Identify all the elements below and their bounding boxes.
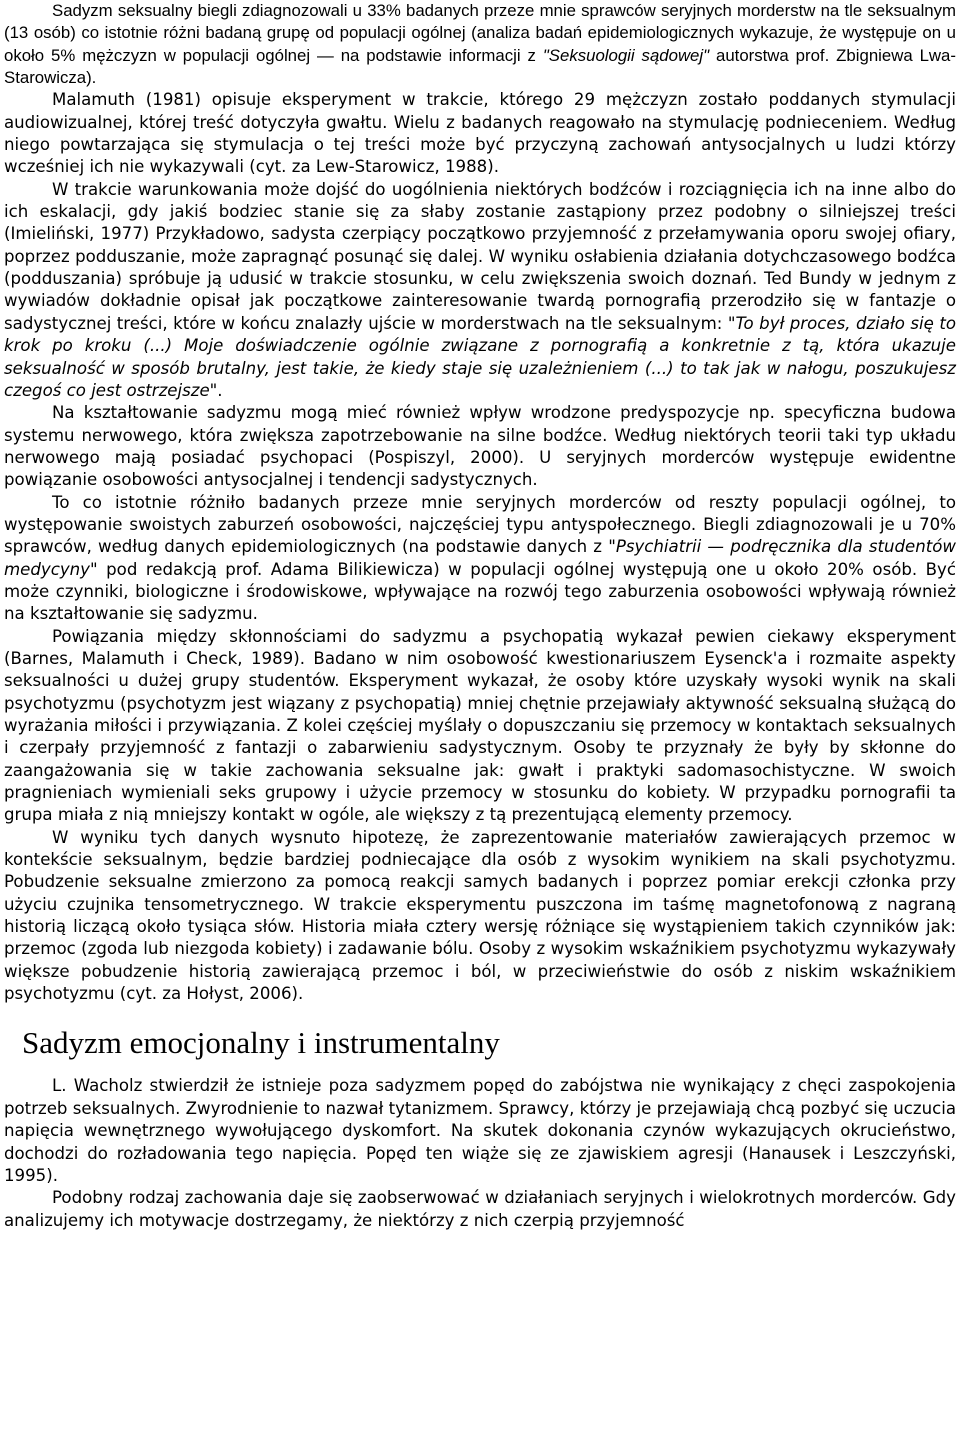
paragraph-2: Malamuth (1981) opisuje eksperyment w trakcie, którego 29 mężczyzn zostało poddanych stymulacji audiowizualnej, której treść dotyczyła gwałtu. Wielu z badanych reagowało na stymulację podnieceniem. Według niego powtarzająca się stymulacja o tej treści może być przyczyną zachowań antysocjalnych u ludzi którzy wcześniej ich nie wykazywali (cyt. za Lew-Starowicz, 1988). <box>4 90 956 177</box>
paragraph-5-text: To co istotnie różniło badanych przeze mnie seryjnych morderców od reszty populacji ogólnej, to występowanie swoistych zaburzeń osobowości, najczęściej typu antyspołecznego. Biegli zdiagnozowali je u 70% sprawców, według danych epidemiologicznych (na podstawie danych z <box>4 492 956 557</box>
paragraph-8: L. Wacholz stwierdził że istnieje poza sadyzmem popęd do zabójstwa nie wynikający z chęci zaspokojenia potrzeb seksualnych. Zwyrodnienie to nazwał tytanizmem. Sprawcy, którzy je przejawiają chcą pozbyć się uczucia napięcia wewnętrznego wywołującego dyskomfort. Na skutek dokonania czynów wykazujących okrucieństwo, dochodzi do rozładowania tego napięcia. Popęd ten wiąże się ze zjawiskiem agresji (Hanausek i Leszczyński, 1995). <box>4 1076 956 1185</box>
book-title-psychiatria: "Psychiatrii — podręcznika dla studentów medycyny" <box>4 537 956 579</box>
section-heading: Sadyzm emocjonalny i instrumentalny <box>22 1025 500 1061</box>
paragraph-3-text: W trakcie warunkowania może dojść do uogólnienia niektórych bodźców i rozciągnięcia ich na inne albo do ich eskalacji, gdy jakiś bodziec stanie się za słaby zostanie zastąpiony przez podobny o silniejszej treści (Imieliński, 1977) Przykładowo, sadysta czerpiący początkowo przyjemność z przełamywania oporu swojej ofiary, poprzez podduszanie, może zapragnąć posunąć się dalej. W wyniku osłabienia działania dotychczasowego bodźca (podduszania) spróbuje ją udusić w trakcie stosunku, w celu zwiększenia swoich doznań. Ted Bundy w jednym z wywiadów dokładnie opisał jak początkowe zainteresowanie twardą pornografią przerodziło się w fantazje o sadystycznej treści, które w końcu znalazły ujście w morderstwach na tle seksualnym: <box>4 179 956 333</box>
paragraph-9: Podobny rodzaj zachowania daje się zaobserwować w działaniach seryjnych i wielokrotnych morderców. Gdy analizujemy ich motywacje dostrzegamy, że niektórzy z nich czerpią przyjemność <box>4 1188 956 1230</box>
document-page <box>4 0 956 1232</box>
paragraph-7: W wyniku tych danych wysnuto hipotezę, że zaprezentowanie materiałów zawierających przemoc w kontekście seksualnym, będzie bardziej podniecające dla osób z wysokim wynikiem na skali psychotyzmu. Pobudzenie seksualne zmierzono za pomocą reakcji samych badanych i poprzez pomiar erekcji członka przy użyciu czujnika tensometrycznego. W trakcie eksperymentu puszczona im taśmę magnetofonową z nagraną historią liczącą około tysiąca słów. Historia miała cztery wersję różniące się wystąpieniem takich czynników jak: przemoc (zgoda lub niezgoda kobiety) i zadawanie bólu. Osoby z wysokim wskaźnikiem psychotyzmu wykazywały większe pobudzenie historią zawierającą przemoc i ból, w przeciwieństwie do osób z niskim wskaźnikiem psychotyzmu (cyt. za Hołyst, 2006). <box>4 827 956 1004</box>
paragraph-3 <box>4 179 956 402</box>
paragraph-3-tail: . <box>217 380 223 400</box>
bundy-quote: "To był proces, działo się to krok po kroku (...) Moje doświadczenie ogólnie związane z pornografią a konkretnie z tą, która ukazuje seksualność w sposób brutalny, jest takie, że kiedy staje się uzależnieniem (...) to tak jak w nałogu, poszukujesz czegoś co jest ostrzejsze" <box>4 313 956 400</box>
paragraph-4: Na kształtowanie sadyzmu mogą mieć również wpływ wrodzone predyspozycje np. specyficzna budowa systemu nerwowego, która zwiększa zapotrzebowanie na silne bodźce. Według niektórych teorii taki typ układu nerwowego mają posiadać psychopaci (Pospiszyl, 2000). U seryjnych morderców występuje ewidentne powiązanie osobowości antysocjalnej i tendencji sadystycznych. <box>4 403 956 490</box>
paragraph-1 <box>4 0 956 89</box>
paragraph-5-tail: pod redakcją prof. Adama Bilikiewicza) w populacji ogólnej występują one u około 20% osób. Być może czynniki, biologiczne i środowiskowe, wpływające na rozwój tego zaburzenia osobowości wpływają również na kształtowanie się sadyzmu. <box>4 559 956 624</box>
paragraph-1-tail: autorstwa prof. Zbigniewa Lwa-Starowicza). <box>4 45 956 88</box>
paragraph-5 <box>4 492 956 626</box>
paragraph-1-text: Sadyzm seksualny biegli zdiagnozowali u 33% badanych przeze mnie sprawców seryjnych morderstw na tle seksualnym (13 osób) co istotnie różni badaną grupę od populacji ogólnej (analiza badań epidemiologicznych wykazuje, że występuje on u około 5% mężczyzn w populacji ogólnej — na podstawie informacji z <box>4 1 956 65</box>
paragraph-6: Powiązania między skłonnościami do sadyzmu a psychopatią wykazał pewien ciekawy eksperyment (Barnes, Malamuth i Check, 1989). Badano w nim osobowość kwestionariuszem Eysenck'a i rozmaite aspekty seksualności u dużej grupy studentów. Eksperyment wykazał, że osoby które uzyskały wysoki wynik na skali psychotyzmu (psychotyzm jest wiązany z psychopatią) mniej chętnie przejawiały aktywność seksualną służącą do wyrażania miłości i przywiązania. Z kolei częściej myślały o dopuszczaniu się przemocy w kontaktach seksualnych i czerpały przyjemność z fantazji o zabarwieniu sadystycznym. Osoby te przyznały że były by skłonne do zaangażowania się w takie zachowania seksualne jak: gwałt i praktyki sadomasochistyczne. W swoich pragnieniach wymieniali seks grupowy i użycie przemocy w stosunku do kobiety. W przypadku pornografii ta grupa miała z nią mniejszy kontakt w ogóle, ale większy z tą prezentującą elementy przemocy. <box>4 626 956 825</box>
book-title-seksuologia: "Seksuologii sądowej" <box>542 45 710 65</box>
